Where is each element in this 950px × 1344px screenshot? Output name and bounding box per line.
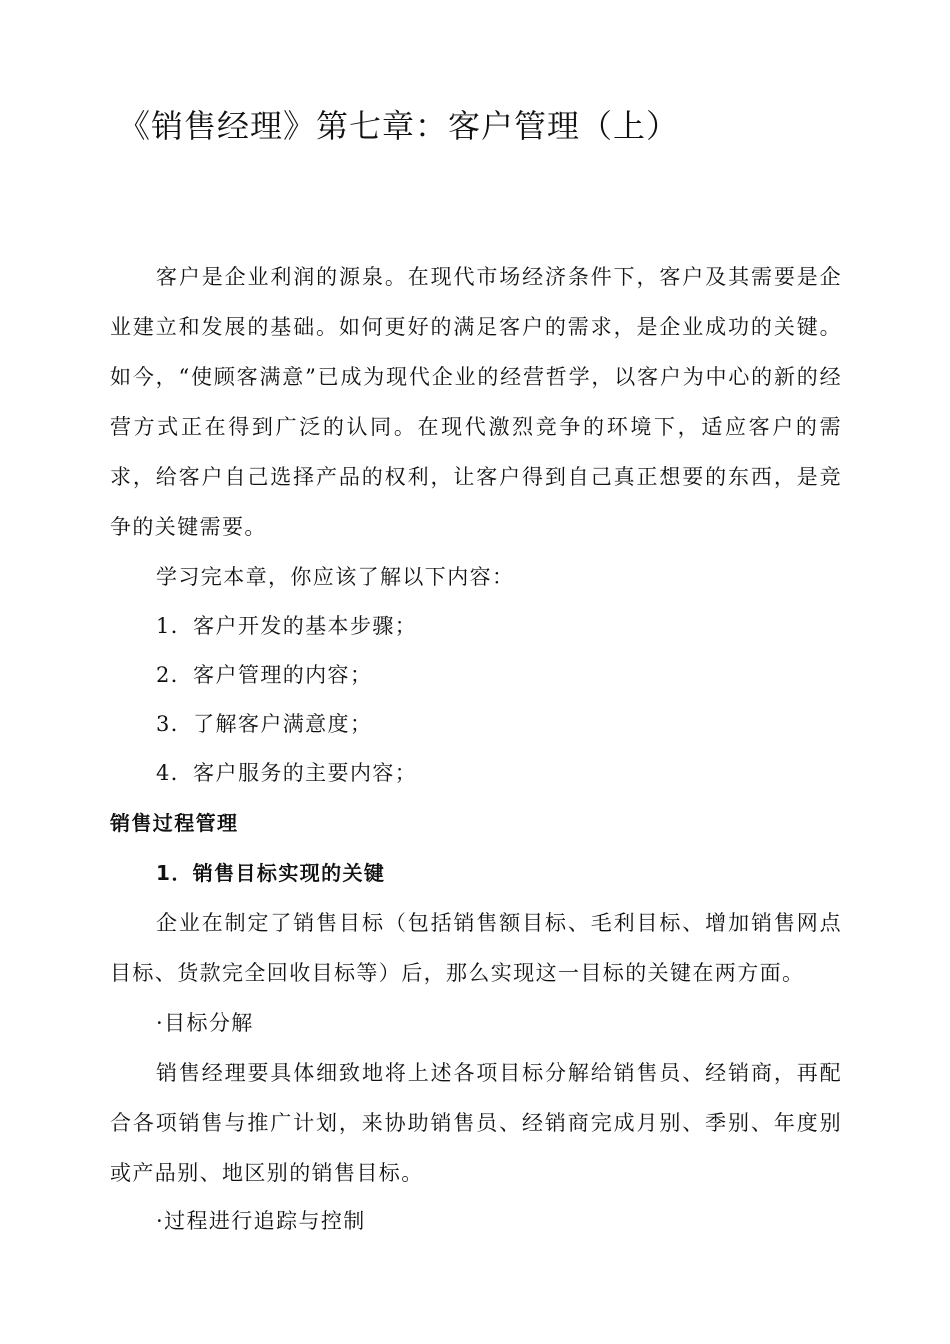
- objective-item: 2．客户管理的内容；: [156, 663, 373, 687]
- bullet-1-paragraph: 销售经理要具体细致地将上述各项目标分解给销售员、经销商，再配合各项销售与推广计划，来协助销售员、经销商完成月别、季别、年度别或产品别、地区别的销售目标。: [110, 1061, 842, 1185]
- objective-item: 3．了解客户满意度；: [156, 712, 373, 736]
- section-heading: 销售过程管理: [110, 811, 239, 835]
- intro-paragraph: 客户是企业利润的源泉。在现代市场经济条件下，客户及其需要是企业建立和发展的基础。如何更好的满足客户的需求，是企业成功的关键。如今，“使顾客满意”已成为现代企业的经营哲学，以客户为中心的新的经营方式正在得到广泛的认同。在现代激烈竞争的环境下，适应客户的需求，给客户自己选择产品的权利，让客户得到自己真正想要的东西，是竞争的关键需要。: [110, 265, 842, 539]
- objectives-lead: 学习完本章，你应该了解以下内容：: [156, 565, 515, 589]
- bullet-process-tracking: ·过程进行追踪与控制: [156, 1209, 366, 1233]
- objective-item: 1．客户开发的基本步骤；: [156, 614, 418, 638]
- document-title: 《销售经理》第七章：客户管理（上）: [118, 107, 680, 145]
- bullet-target-decomposition: ·目标分解: [156, 1011, 254, 1035]
- objective-item: 4．客户服务的主要内容；: [156, 761, 418, 785]
- subsection-heading: 1．销售目标实现的关键: [156, 861, 386, 885]
- subsection-paragraph: 企业在制定了销售目标（包括销售额目标、毛利目标、增加销售网点目标、货款完全回收目标等）后，那么实现这一目标的关键在两方面。: [110, 911, 842, 985]
